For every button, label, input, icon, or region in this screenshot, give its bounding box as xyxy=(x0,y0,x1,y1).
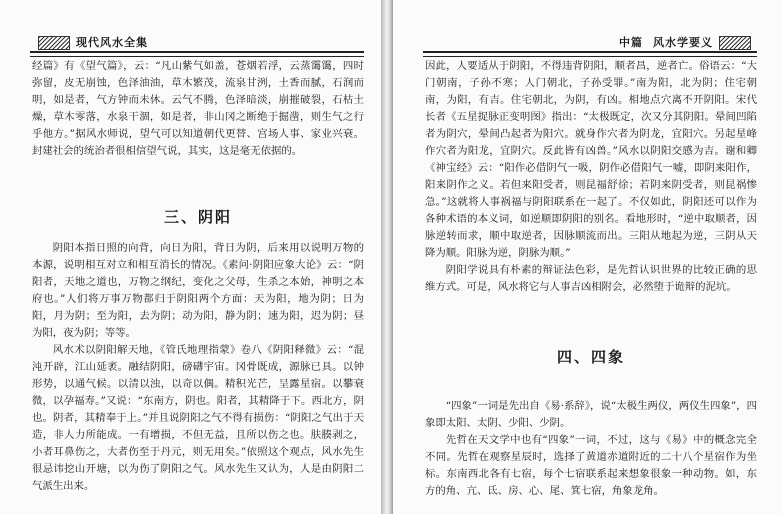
chapter-title: 风水学要义 xyxy=(653,36,713,49)
book-title: 现代风水全集 xyxy=(76,36,148,49)
section-label: 中篇 xyxy=(619,36,643,49)
left-body-block xyxy=(32,240,364,495)
paragraph: 阴阳学说具有朴素的辩证法色彩，是先哲认识世界的比较正确的思维方式。可是，风水将它与人事吉凶相附会，必然堕于诡辩的泥坑。 xyxy=(425,264,757,293)
paragraph: 阴阳本指日照的向背，向日为阳，背日为阴，后来用以说明万物的本源，说明相互对立和相互消长的情况。《素问·阴阳应象大论》云：“阴阳者，天地之道也，万物之纲纪，变化之父母，生杀之本始，神明之本府也。”人们将万事万物都归于阴阳两个方面：天为阳，地为阴；日为阳，月为阴；至为阳，去为阴；动为阳，静为阴；速为阳，迟为阴；昼为阳，夜为阴；等等。 xyxy=(32,242,364,339)
header-rule xyxy=(423,51,757,57)
ornament-icon xyxy=(719,36,751,50)
paragraph: 先哲在天文学中也有“四象”一词，不过，这与《易》中的概念完全不同。先哲在观察星辰时，选择了黄道赤道附近的二十八个星宿作为坐标。东南西北各有七宿，每个七宿联系起来想象很象一种动物。如，东方的角、亢、氐、房、心、尾、箕七宿，角象龙角。 xyxy=(425,434,757,497)
right-running-head xyxy=(425,30,757,50)
section-heading: 三、阴阳 xyxy=(163,208,232,226)
right-top-block xyxy=(425,58,757,296)
left-running-head xyxy=(32,30,362,50)
paragraph: 风水术以阴阳解天地，《管氏地理指蒙》卷八《阴阳释微》云：“混沌开辟，江山延袤。融结阴阳，磅礴宇宙。冈骨既成，源脉已具。以钟形势，以通气候。以清以浊，以奇以偶。精积光芒，呈露星宿。以攀衰微，以孕福寿。”又说：“东南方，阴也。阳者，其精降于下。西北方，阴也。阴者，其精奉于上。”并且说阴阳之气不得有损伤：“阴阳之气出于天造，非人力所能成。一有增损，不但无益，且所以伤之也。肤腠剥之，小者耳鼻伤之，大者伤至于丹元，则无用矣。”依照这个观点，风水先生很忌讳挖山开塘，以为伤了阴阳之气。风水先生又认为，人是由阴阳二气派生出来。 xyxy=(32,344,364,492)
left-page xyxy=(0,0,381,514)
paragraph: 经篇》有《望气篇》，云：“凡山紫气如盖，苍烟若浮，云蒸霭霭，四时弥留，皮无崩蚀，色泽油油，草木繁茂，流泉甘洌，土香而腻，石润而明，如是者，气方钟而未休。云气不腾，色泽暗淡，崩摧破裂，石枯土燥，草木零落，水泉干涸，如是者，非山冈之断绝于掘凿，则生气之行乎他方。”据风水师说，望气可以知道朝代更替、宫场人事、家业兴衰。封建社会的统治者很相信望气说，其实，这是毫无依据的。 xyxy=(32,60,364,157)
header-rule xyxy=(30,51,364,57)
ornament-icon xyxy=(38,36,70,50)
book-spine xyxy=(381,0,393,514)
right-page xyxy=(393,0,781,514)
left-top-paragraph-block xyxy=(32,58,364,160)
paragraph: “四象”一词是先出自《易·系辞》，说“太极生两仪，两仪生四象”，四象即太阳、太阴、少阳、少阴。 xyxy=(425,400,757,429)
paragraph: 因此，人要适从于阴阳，不得违背阴阳，顺者昌，逆者亡。俗语云：“大门朝南，子孙不寒；人门朝北，子孙受罪。”南为阳，北为阴；住宅朝南，为阳，有吉。住宅朝北，为阴，有凶。相地点穴离不开阴阳。宋代长者《五星捉脉正变明图》指出：“太极既定，次又分其阴阳。晕间凹陷者为阴穴，晕间凸起者为阳穴。就身作穴者为阴龙，宜阳穴。另起星峰作穴者为阳龙，宜阴穴。反此皆有凶兽。”风水以阴阳交感为吉。谢和卿《神宝经》云：“阳作必借阴气一吸，阴作必借阳气一嘘，即阴来阳作，阳来阴作之义。若但来阳受者，则昆福舒徐；若阴来阴受者，则昆祸惨急。”这就将人事祸福与阴阳联系在一起了。不仅如此，阴阳还可以作为各种术语的本义词，如逆顺即阴阳的别名。看地形时，“逆中取顺者，因脉逆转而求，顺中取逆者，因脉顺流而出。三阳从地起为逆，三阴从天降为顺。阳脉为逆，阴脉为顺。” xyxy=(425,60,757,259)
right-body-block xyxy=(425,398,757,500)
section-heading: 四、四象 xyxy=(556,348,625,366)
